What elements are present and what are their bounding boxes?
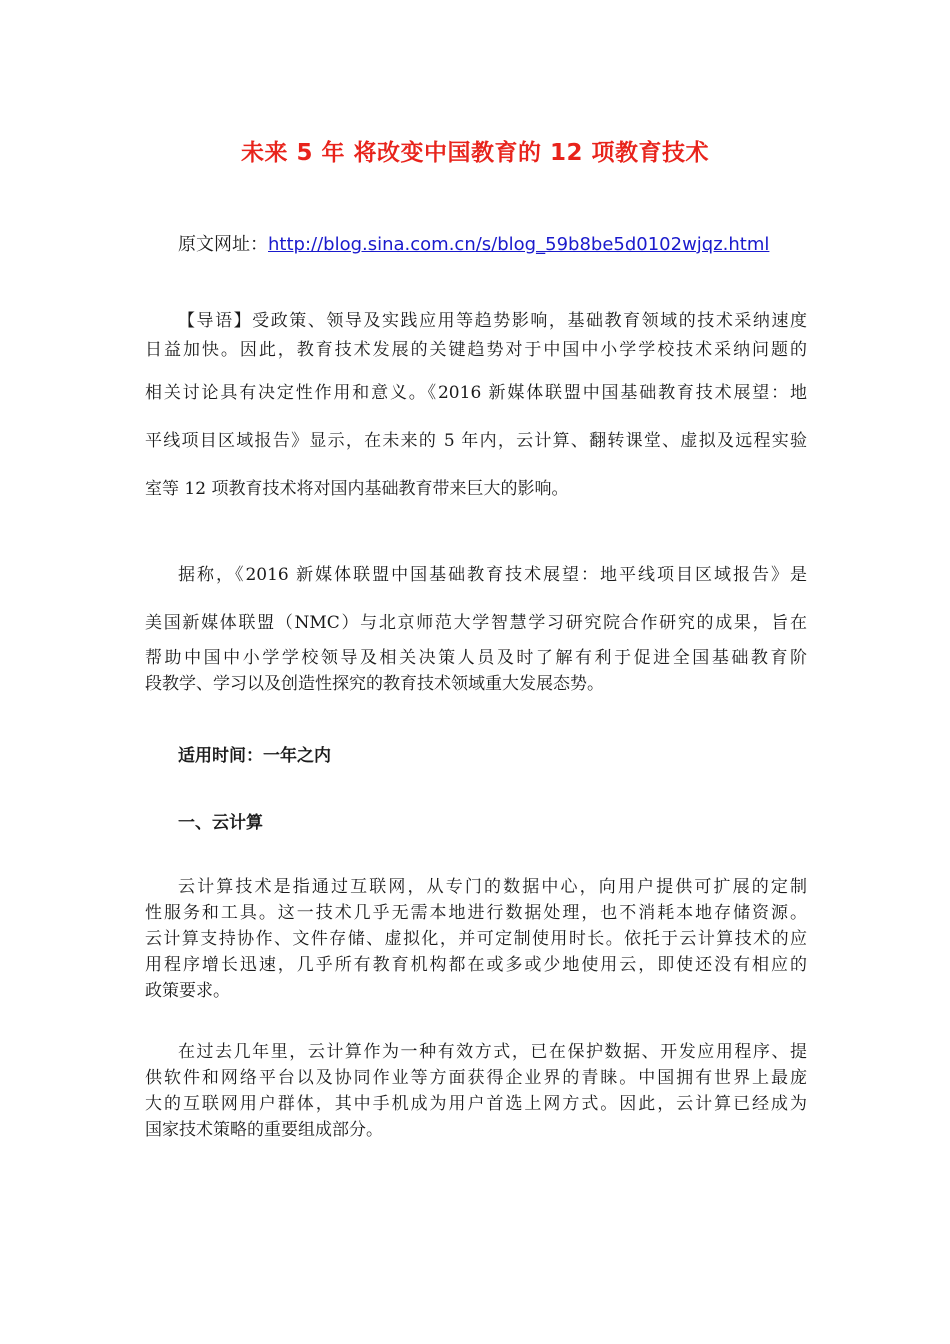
cloud-p2-line-3: 大的互联网用户群体，其中手机成为用户首选上网方式。因此，云计算已经成为 [145, 1094, 807, 1114]
description-line-1: 据称，《2016 新媒体联盟中国基础教育技术展望：地平线项目区域报告》是 [178, 565, 807, 585]
cloud-p1-line-2: 性服务和工具。这一技术几乎无需本地进行数据处理，也不消耗本地存储资源。 [145, 903, 807, 923]
source-link[interactable]: http://blog.sina.com.cn/s/blog_59b8be5d0102wjqz.html [268, 234, 770, 255]
document-title: 未来 5 年 将改变中国教育的 12 项教育技术 [240, 140, 710, 166]
source-label: 原文网址： [178, 234, 268, 255]
cloud-p2-line-2: 供软件和网络平台以及协同作业等方面获得企业界的青睐。中国拥有世界上最庞 [145, 1068, 807, 1088]
intro-line-5: 室等 12 项教育技术将对国内基础教育带来巨大的影响。 [145, 479, 569, 499]
cloud-p2-line-4: 国家技术策略的重要组成部分。 [145, 1120, 383, 1140]
cloud-p1-line-3: 云计算支持协作、文件存储、虚拟化，并可定制使用时长。依托于云计算技术的应 [145, 929, 807, 949]
description-line-2: 美国新媒体联盟（NMC）与北京师范大学智慧学习研究院合作研究的成果，旨在 [145, 613, 807, 633]
intro-line-3: 相关讨论具有决定性作用和意义。《2016 新媒体联盟中国基础教育技术展望：地 [145, 383, 807, 403]
cloud-p1-line-4: 用程序增长迅速，几乎所有教育机构都在或多或少地使用云，即使还没有相应的 [145, 955, 807, 975]
description-paragraph [145, 562, 807, 697]
section-heading-cloud-computing: 一、云计算 [178, 813, 263, 833]
cloud-p2-line-1: 在过去几年里，云计算作为一种有效方式，已在保护数据、开发应用程序、提 [178, 1042, 807, 1062]
intro-line-2: 日益加快。因此，教育技术发展的关键趋势对于中国中小学学校技术采纳问题的 [145, 340, 807, 360]
description-line-3: 帮助中国中小学学校领导及相关决策人员及时了解有利于促进全国基础教育阶 [145, 648, 807, 668]
source-line [178, 230, 769, 256]
intro-line-1: 【导语】受政策、领导及实践应用等趋势影响，基础教育领域的技术采纳速度 [178, 311, 807, 331]
intro-paragraph [145, 308, 807, 502]
cloud-paragraph-2 [145, 1039, 807, 1143]
description-line-4: 段教学、学习以及创造性探究的教育技术领域重大发展态势。 [145, 674, 604, 694]
intro-line-4: 平线项目区域报告》显示，在未来的 5 年内，云计算、翻转课堂、虚拟及远程实验 [145, 431, 807, 451]
cloud-p1-line-5: 政策要求。 [145, 981, 230, 1001]
applicable-time-heading: 适用时间：一年之内 [178, 746, 331, 766]
cloud-p1-line-1: 云计算技术是指通过互联网，从专门的数据中心，向用户提供可扩展的定制 [178, 877, 807, 897]
cloud-paragraph-1 [145, 874, 807, 1004]
